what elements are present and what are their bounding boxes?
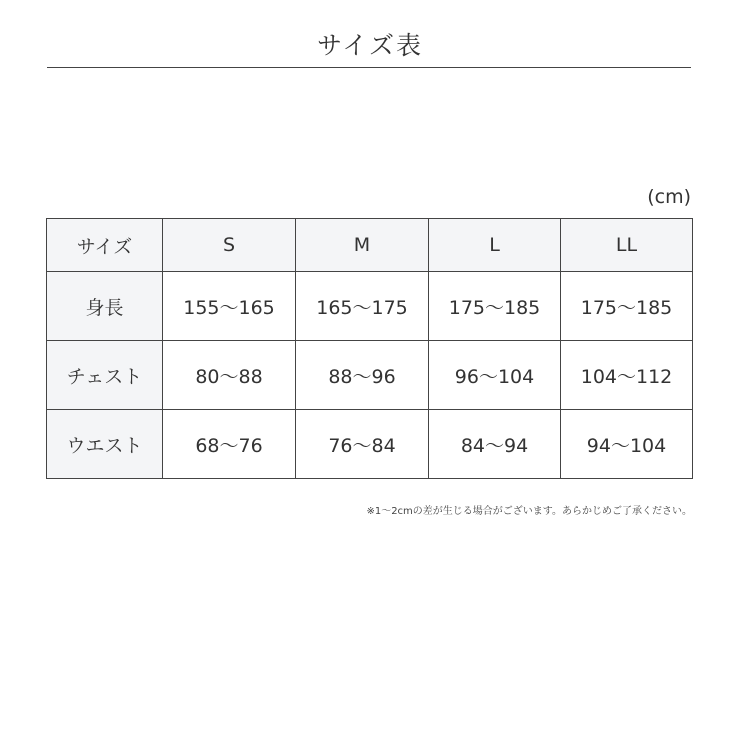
- header-cell: S: [163, 219, 296, 272]
- table-cell: 80〜88: [163, 341, 296, 410]
- header-cell: サイズ: [47, 219, 163, 272]
- row-label: チェスト: [47, 341, 163, 410]
- footnote: ※1〜2cmの差が生じる場合がございます。あらかじめご了承ください。: [366, 506, 692, 517]
- table-row: [47, 341, 693, 410]
- size-table: [46, 218, 693, 479]
- row-label: 身長: [47, 272, 163, 341]
- header-cell: L: [429, 219, 561, 272]
- table-row: [47, 410, 693, 479]
- table-cell: 165〜175: [296, 272, 429, 341]
- unit-label: (cm): [647, 186, 691, 208]
- table-cell: 94〜104: [561, 410, 693, 479]
- row-label: ウエスト: [47, 410, 163, 479]
- table-cell: 155〜165: [163, 272, 296, 341]
- table-cell: 76〜84: [296, 410, 429, 479]
- table-cell: 88〜96: [296, 341, 429, 410]
- table-cell: 175〜185: [429, 272, 561, 341]
- header-cell: LL: [561, 219, 693, 272]
- table-cell: 175〜185: [561, 272, 693, 341]
- table-cell: 68〜76: [163, 410, 296, 479]
- header-cell: M: [296, 219, 429, 272]
- table-cell: 84〜94: [429, 410, 561, 479]
- title-divider: [47, 67, 691, 68]
- table-row: [47, 272, 693, 341]
- page-title: サイズ表: [316, 31, 423, 60]
- table-cell: 104〜112: [561, 341, 693, 410]
- table-header-row: [47, 219, 693, 272]
- table-cell: 96〜104: [429, 341, 561, 410]
